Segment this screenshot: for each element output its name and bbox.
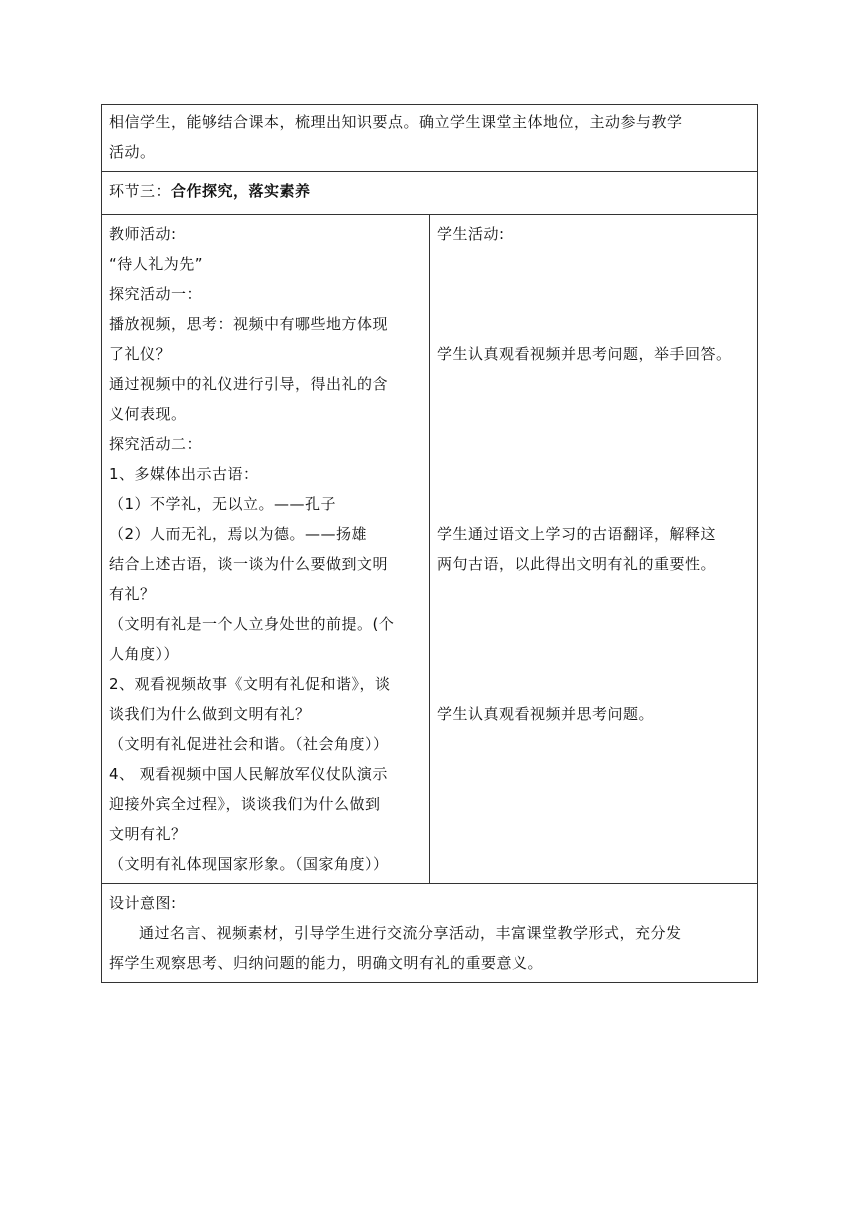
student-answer-2: 两句古语，以此得出文明有礼的重要性。 [437, 555, 717, 573]
teacher-line: 人角度）） [109, 645, 180, 663]
section-row [102, 172, 758, 215]
teacher-line: （文明有礼是一个人立身处世的前提。(个 [109, 615, 395, 633]
teacher-line: 通过视频中的礼仪进行引导，得出礼的含 [109, 375, 389, 393]
design-heading: 设计意图: [109, 894, 177, 912]
section-title: 合作探究，落实素养 [171, 182, 311, 200]
teacher-line: 有礼？ [109, 585, 156, 603]
design-line: 挥学生观察思考、归纳问题的能力，明确文明有礼的重要意义。 [109, 954, 544, 972]
teacher-line: （文明有礼体现国家形象。（国家角度）） [109, 855, 389, 873]
student-heading: 学生活动: [437, 225, 505, 243]
teacher-line: 结合上述古语，谈一谈为什么要做到文明 [109, 555, 389, 573]
teacher-line: 探究活动一： [109, 285, 203, 303]
intro-line: 活动。 [109, 143, 156, 161]
section-cell [102, 172, 758, 215]
teacher-line: 播放视频，思考：视频中有哪些地方体现 [109, 315, 389, 333]
section-prefix: 环节三： [109, 182, 172, 200]
teacher-activity-cell [102, 215, 430, 884]
teacher-line: 探究活动二： [109, 435, 203, 453]
activity-row [102, 215, 758, 884]
teacher-line: （文明有礼促进社会和谐。（社会角度）） [109, 735, 389, 753]
intro-row [102, 105, 758, 172]
student-answer-1: 学生认真观看视频并思考问题，举手回答。 [437, 345, 732, 363]
teacher-line: 4、 观看视频中国人民解放军仪仗队演示 [109, 765, 388, 783]
teacher-line: 迎接外宾全过程》，谈谈我们为什么做到 [109, 795, 381, 813]
intro-cell [102, 105, 758, 172]
teacher-line: 谈我们为什么做到文明有礼？ [109, 705, 311, 723]
teacher-line: （2）人而无礼，焉以为德。——扬雄 [109, 525, 368, 543]
student-answer-2: 学生通过语文上学习的古语翻译，解释这 [437, 525, 717, 543]
student-activity-cell [430, 215, 758, 884]
design-line: 通过名言、视频素材，引导学生进行交流分享活动，丰富课堂教学形式，充分发 [139, 924, 682, 942]
design-cell [102, 884, 758, 983]
intro-line: 相信学生，能够结合课本，梳理出知识要点。确立学生课堂主体地位，主动参与教学 [109, 113, 683, 131]
teacher-line: 教师活动: [109, 225, 177, 243]
design-row [102, 884, 758, 983]
teacher-line: “待人礼为先” [109, 255, 204, 273]
teacher-line: 了礼仪？ [109, 345, 172, 363]
student-answer-3: 学生认真观看视频并思考问题。 [437, 705, 655, 723]
teacher-line: 文明有礼？ [109, 825, 187, 843]
teacher-line: 1、多媒体出示古语： [109, 465, 259, 483]
teacher-line: （1）不学礼，无以立。——孔子 [109, 495, 337, 513]
teacher-line: 2、观看视频故事《文明有礼促和谐》，谈 [109, 675, 391, 693]
teacher-line: 义何表现。 [109, 405, 187, 423]
lesson-plan-table [101, 104, 758, 983]
